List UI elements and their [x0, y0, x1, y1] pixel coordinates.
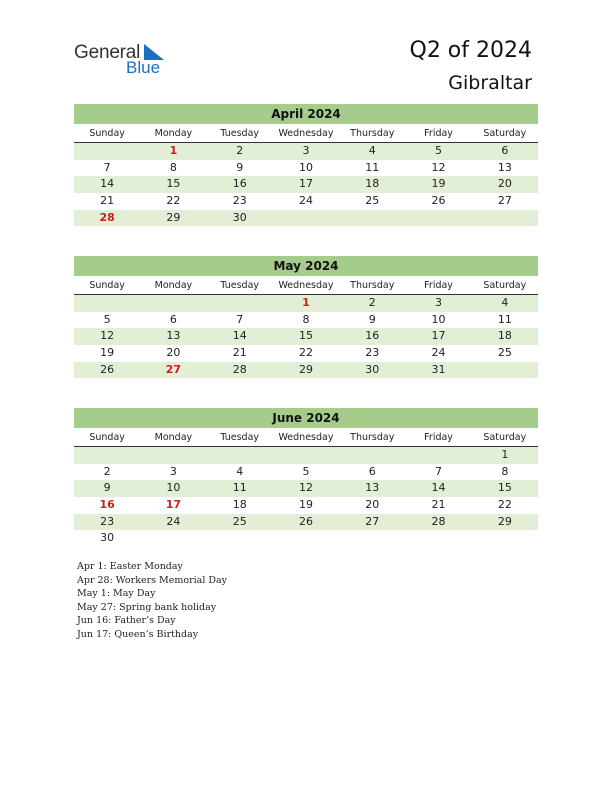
weekday-header-row — [74, 429, 538, 447]
day-cell: 4 — [368, 144, 376, 157]
day-cell — [207, 295, 273, 312]
day-cell: 5 — [103, 312, 111, 326]
day-cell — [339, 447, 405, 464]
day-cell — [140, 530, 206, 547]
day-cell: 14 — [431, 481, 446, 495]
weekday-label: Thursday — [350, 128, 395, 139]
weekday-label: Tuesday — [220, 432, 260, 443]
week-row — [74, 328, 538, 345]
week-row — [74, 176, 538, 193]
holiday-item: May 1: May Day — [77, 588, 156, 599]
week-row — [74, 530, 538, 547]
day-cell: 26 — [431, 194, 446, 208]
weekday-header-row — [74, 125, 538, 143]
day-cell: 12 — [431, 160, 446, 174]
holiday-item: Jun 16: Father’s Day — [77, 615, 176, 626]
day-cell: 14 — [100, 177, 115, 191]
weekday-label: Wednesday — [278, 128, 334, 139]
day-cell: 25 — [232, 514, 247, 528]
generalblue-logo — [74, 42, 184, 82]
day-cell: 19 — [431, 177, 446, 191]
page-subtitle: Gibraltar — [448, 72, 532, 94]
week-row — [74, 160, 538, 177]
holiday-item: Apr 1: Easter Monday — [77, 561, 183, 572]
week-row — [74, 480, 538, 497]
day-cell: 3 — [302, 144, 310, 157]
day-cell: 18 — [365, 177, 380, 191]
day-cell: 19 — [100, 346, 115, 360]
day-cell — [74, 295, 140, 312]
holiday-item: May 27: Spring bank holiday — [77, 601, 217, 613]
week-row — [74, 447, 538, 464]
month-header: May 2024 — [74, 256, 538, 276]
day-cell: 1 — [501, 448, 509, 461]
weekday-label: Sunday — [89, 280, 125, 291]
day-cell: 5 — [302, 464, 310, 478]
weekday-label: Tuesday — [220, 128, 260, 139]
day-cell: 30 — [365, 362, 380, 376]
weekday-header-row — [74, 277, 538, 295]
day-cell: 12 — [100, 329, 115, 343]
day-cell — [472, 210, 538, 227]
day-cell: 24 — [298, 194, 313, 208]
day-cell: 7 — [236, 312, 244, 326]
weekday-label: Friday — [424, 280, 453, 291]
day-cell: 26 — [100, 362, 115, 376]
day-cell: 30 — [232, 210, 247, 224]
day-cell — [472, 530, 538, 547]
month-header: June 2024 — [74, 408, 538, 428]
day-cell: 29 — [298, 362, 313, 376]
day-cell: 22 — [298, 346, 313, 360]
day-cell: 15 — [298, 329, 313, 343]
day-cell: 10 — [431, 312, 446, 326]
weekday-label: Saturday — [483, 128, 527, 139]
day-cell: 2 — [236, 144, 244, 157]
day-cell: 18 — [497, 329, 512, 343]
weekday-label: Friday — [424, 432, 453, 443]
day-cell: 19 — [298, 498, 313, 512]
day-cell: 13 — [166, 329, 181, 343]
day-cell: 6 — [368, 464, 376, 478]
day-cell — [273, 210, 339, 227]
day-cell — [472, 362, 538, 379]
day-cell: 17 — [298, 177, 313, 191]
weekday-label: Saturday — [483, 432, 527, 443]
day-cell: 20 — [166, 346, 181, 360]
day-cell: 3 — [435, 296, 443, 309]
logo-blue-text: Blue — [126, 58, 161, 77]
day-cell: 16 — [365, 329, 380, 343]
day-cell: 23 — [100, 514, 115, 528]
weekday-label: Thursday — [350, 432, 395, 443]
week-row — [74, 345, 538, 362]
holiday-day-cell: 1 — [169, 144, 178, 157]
week-row — [74, 295, 538, 312]
weekday-label: Tuesday — [220, 280, 260, 291]
day-cell: 21 — [100, 194, 115, 208]
weekday-label: Monday — [154, 128, 193, 139]
day-cell: 13 — [365, 481, 380, 495]
day-cell: 21 — [232, 346, 247, 360]
day-cell: 24 — [166, 514, 181, 528]
day-cell: 28 — [232, 362, 247, 376]
holiday-day-cell: 28 — [99, 210, 115, 224]
day-cell: 8 — [501, 464, 509, 478]
day-cell: 11 — [365, 160, 380, 174]
day-cell: 2 — [103, 464, 111, 478]
day-cell: 15 — [166, 177, 181, 191]
day-cell: 26 — [298, 514, 313, 528]
weekday-label: Sunday — [89, 432, 125, 443]
day-cell: 7 — [103, 160, 111, 174]
day-cell: 20 — [365, 498, 380, 512]
page-title: Q2 of 2024 — [409, 38, 532, 63]
weekday-label: Sunday — [89, 128, 125, 139]
day-cell: 31 — [431, 362, 446, 376]
day-cell — [74, 447, 140, 464]
month-calendar-june — [74, 408, 538, 547]
holiday-list — [77, 560, 227, 641]
day-cell — [207, 530, 273, 547]
day-cell: 16 — [232, 177, 247, 191]
day-cell: 27 — [365, 514, 380, 528]
week-row — [74, 464, 538, 481]
holiday-item: Apr 28: Workers Memorial Day — [77, 574, 228, 586]
weekday-label: Thursday — [350, 280, 395, 291]
day-cell: 10 — [166, 481, 181, 495]
weekday-label: Monday — [154, 280, 193, 291]
day-cell: 9 — [368, 312, 376, 326]
day-cell: 28 — [431, 514, 446, 528]
day-cell: 4 — [501, 296, 509, 309]
day-cell: 23 — [365, 346, 380, 360]
day-cell: 30 — [100, 531, 115, 545]
week-row — [74, 193, 538, 210]
day-cell: 27 — [497, 194, 512, 208]
week-row — [74, 514, 538, 531]
day-cell: 29 — [497, 514, 512, 528]
day-cell: 23 — [232, 194, 247, 208]
day-cell — [74, 143, 140, 160]
day-cell — [207, 447, 273, 464]
week-row — [74, 312, 538, 329]
day-cell: 25 — [365, 194, 380, 208]
day-cell — [405, 530, 471, 547]
day-cell: 12 — [298, 481, 313, 495]
holiday-day-cell: 1 — [302, 296, 310, 309]
day-cell — [405, 447, 471, 464]
day-cell: 25 — [497, 346, 512, 360]
day-cell: 20 — [497, 177, 512, 191]
holiday-item: Jun 17: Queen’s Birthday — [77, 628, 199, 640]
day-cell: 5 — [435, 144, 443, 157]
weekday-label: Friday — [424, 128, 453, 139]
day-cell: 15 — [497, 481, 512, 495]
day-cell — [339, 210, 405, 227]
weekday-label: Monday — [154, 432, 193, 443]
day-cell: 9 — [236, 160, 244, 174]
day-cell: 11 — [232, 481, 247, 495]
day-cell: 29 — [166, 210, 181, 224]
day-cell: 22 — [166, 194, 181, 208]
week-row — [74, 143, 538, 160]
day-cell: 2 — [368, 296, 376, 309]
day-cell — [140, 447, 206, 464]
day-cell: 13 — [497, 160, 512, 174]
day-cell: 22 — [497, 498, 512, 512]
day-cell: 14 — [232, 329, 247, 343]
day-cell: 7 — [435, 464, 443, 478]
day-cell: 8 — [302, 312, 310, 326]
day-cell: 4 — [236, 464, 244, 478]
day-cell — [405, 210, 471, 227]
day-cell: 18 — [232, 498, 247, 512]
day-cell: 6 — [501, 144, 509, 157]
day-cell: 21 — [431, 498, 446, 512]
week-row — [74, 210, 538, 227]
day-cell: 11 — [497, 312, 512, 326]
day-cell: 6 — [169, 312, 177, 326]
holiday-day-cell: 16 — [99, 498, 115, 512]
weekday-label: Wednesday — [278, 432, 334, 443]
logo-general-text: General — [74, 42, 141, 63]
week-row — [74, 497, 538, 514]
holiday-day-cell: 17 — [165, 498, 182, 512]
holiday-day-cell: 27 — [165, 362, 182, 376]
weekday-label: Wednesday — [278, 280, 334, 291]
day-cell: 17 — [431, 329, 446, 343]
month-header: April 2024 — [74, 104, 538, 124]
day-cell — [273, 447, 339, 464]
month-calendar-april — [74, 104, 538, 226]
month-calendar-may — [74, 256, 538, 378]
day-cell: 9 — [103, 481, 111, 495]
day-cell: 24 — [431, 346, 446, 360]
day-cell: 10 — [298, 160, 313, 174]
day-cell: 8 — [169, 160, 177, 174]
weekday-label: Saturday — [483, 280, 527, 291]
day-cell — [339, 530, 405, 547]
day-cell: 3 — [169, 464, 177, 478]
day-cell — [273, 530, 339, 547]
day-cell — [140, 295, 206, 312]
week-row — [74, 362, 538, 379]
